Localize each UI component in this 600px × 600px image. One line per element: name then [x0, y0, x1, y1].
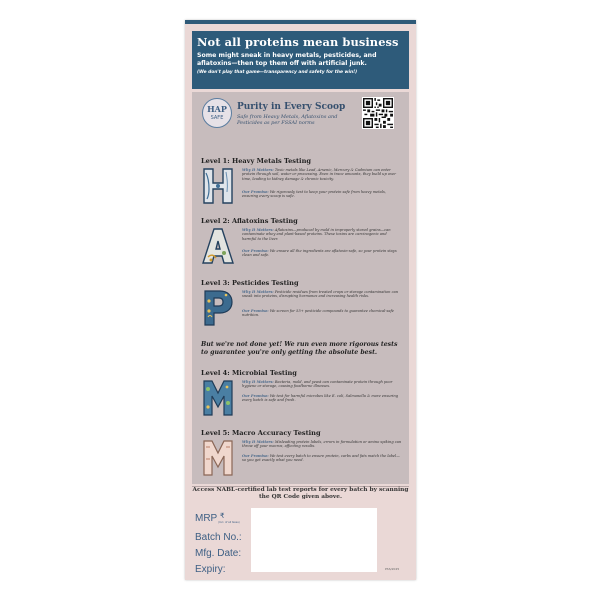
level-5-block	[192, 429, 409, 484]
level-promise	[242, 394, 402, 403]
batch-info-area	[185, 508, 416, 580]
level-promise	[242, 454, 402, 463]
purity-block	[192, 92, 409, 150]
level-why	[242, 290, 402, 299]
why-text: Aflatoxins—produced by mold in improperly stored grains—can contaminate whey and plant-based proteins. These toxins are carcinogenic and harmful to the liver.	[242, 228, 391, 241]
level-promise	[242, 190, 402, 199]
why-text: Misleading protein labels, errors in formulation or amino spiking can throw off your macros, affecting results.	[242, 440, 402, 449]
why-label: Why It Matters:	[242, 228, 274, 232]
why-label: Why It Matters:	[242, 380, 274, 384]
why-label: Why It Matters:	[242, 290, 274, 294]
level-title: Level 4: Microbial Testing	[201, 369, 297, 377]
label-panel	[185, 20, 416, 580]
level-why	[242, 380, 402, 389]
header-subtitle: Some might sneak in heavy metals, pesticides, and aflatoxins—then top them off with artificial junk.	[197, 52, 377, 68]
badge-main: HAP	[207, 104, 227, 114]
why-text: Pesticide residues from treated crops or storage contamination can sneak into proteins, disrupting hormones and increasing health risks.	[242, 290, 399, 299]
promise-label: Our Promise:	[242, 249, 269, 253]
level-3-block	[192, 279, 409, 339]
level-promise	[242, 309, 402, 318]
letter-a-icon	[202, 227, 234, 265]
letter-p-icon	[202, 289, 234, 327]
promise-text: We test for harmful microbes like E. coli, Salmonella & more ensuring every batch is safe and fresh.	[242, 394, 398, 403]
promise-text: We ensure all the ingredients are aflatoxin-safe, so your protein stays clean and safe.	[242, 249, 397, 258]
level-title: Level 1: Heavy Metals Testing	[201, 157, 311, 165]
why-text: Bacteria, mold, and yeast can contaminate protein through poor hygiene or storage, causing foodborne illnesses.	[242, 380, 393, 389]
level-title: Level 3: Pesticides Testing	[201, 279, 299, 287]
qr-code-graphic	[363, 98, 393, 128]
mfg-date-label: Mfg. Date:	[195, 548, 242, 559]
promise-label: Our Promise:	[242, 309, 269, 313]
expiry-label: Expiry:	[195, 564, 226, 575]
access-reports-text: Access NABL-certified lab test reports for every batch by scanning the QR Code given above.	[192, 487, 409, 500]
level-why	[242, 440, 402, 449]
qr-code-icon[interactable]	[362, 97, 394, 129]
promise-label: Our Promise:	[242, 454, 269, 458]
purity-subtitle: Safe from Heavy Metals, Aflatoxins and Pesticides as per FSSAI norms	[237, 114, 338, 126]
header-banner	[192, 31, 409, 89]
level-why	[242, 228, 402, 241]
level-title: Level 5: Macro Accuracy Testing	[201, 429, 321, 437]
batch-no-label: Batch No.:	[195, 532, 242, 543]
promise-text: We rigorously test to keep your protein safe from heavy metals, ensuring every scoop is safe.	[242, 190, 386, 199]
level-1-block	[192, 157, 409, 217]
testing-section	[192, 92, 409, 484]
header-note: (We don't play that game—transparency and safety for the win!)	[197, 70, 358, 76]
level-2-block	[192, 217, 409, 277]
letter-m-microbial-icon	[202, 379, 234, 417]
promise-text: We screen for 55+ pesticide compounds to guarantee chemical-safe nutrition.	[242, 309, 394, 318]
why-text: Toxic metals like Lead, Arsenic, Mercury & Cadmium can enter protein through soil, water or processing. Even in trace amounts, they build up over time, leading to kidney damage & chronic toxicity.	[242, 168, 396, 181]
mrp-label: MRP	[195, 513, 218, 524]
level-promise	[242, 249, 402, 258]
hap-safe-badge	[202, 98, 232, 128]
product-code: PSS/2025	[385, 567, 400, 571]
level-why	[242, 168, 402, 181]
top-strip	[185, 20, 416, 24]
why-label: Why It Matters:	[242, 440, 274, 444]
promise-text: We test every batch to ensure protein, carbs and fats match the label—so you get exactly what you need.	[242, 454, 400, 463]
promise-label: Our Promise:	[242, 394, 269, 398]
why-label: Why It Matters:	[242, 168, 274, 172]
level-4-block	[192, 369, 409, 429]
batch-print-area	[251, 508, 377, 572]
badge-sub: SAFE	[210, 115, 224, 121]
letter-h-icon	[202, 167, 234, 205]
rupee-icon: ₹	[220, 512, 225, 520]
promise-label: Our Promise:	[242, 190, 269, 194]
purity-title: Purity in Every Scoop	[237, 102, 346, 112]
mrp-tax-note: (Incl. of all taxes)	[218, 521, 240, 524]
level-title: Level 2: Aflatoxins Testing	[201, 217, 298, 225]
not-done-text: But we're not done yet! We run even more rigorous tests to guarantee you're only getting the absolute best.	[201, 341, 398, 356]
header-title: Not all proteins mean business	[197, 35, 399, 49]
letter-m-macro-icon	[202, 439, 234, 477]
